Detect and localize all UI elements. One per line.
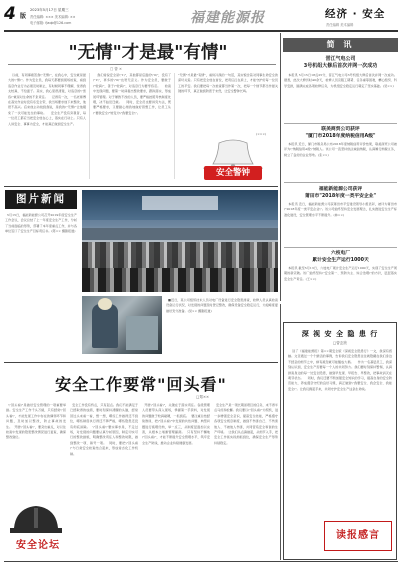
lead-body-col2: 我们常说安全是\"1\"，其他都是后面的\"0\"，没有了\"1\"，再多的\"0\"也毫无意义。作为安全员，要敢于\"较真\"，善于\"较真\"，对违章行为要零容忍。 检查中发现问题，要第一时间提出整改要求，跟踪落实，形成闭环管理。对于屡教不改的人员，要严格按照考核制度处理，决不姑息迁就。 同时，安全员也要讲究方法，既要严格要求，又要耐心细致地做好思想工作，让员工从\"要我安全\"转变为\"我要安全\"。 [93, 73, 171, 115]
essay-subtitle: □曾玄欣 [332, 341, 348, 345]
lead-col-divider-2 [174, 73, 175, 179]
news-brief-body-1: 本报讯 5月15日18点25分，晋江气电公司3号机组大修后首次并网一次成功。据悉，此次大修历时40余天，检修人员克服工期紧、任务重等困难，精心组织、科学安排，圆满完成各项检修任务，为机组安全稳定运行奠定了坚实基础。(吴××) [284, 73, 397, 88]
page-header [0, 0, 402, 33]
lead-byline: □ 曾 × [110, 67, 122, 71]
lead-col-divider-1 [89, 73, 90, 179]
news-brief-banner: 简 讯 [283, 38, 398, 52]
date-line: 2023年5月17日 星期三 [30, 8, 69, 12]
photo-section-rule [4, 186, 278, 187]
lead-body-col1: 以前，有同事抱怨我\"无情\"，在我心中，安全就是最大的\"情\"。作为安全员，我每天都要到现场检查，看到违章作业行为必须及时制止，有时候同事不理解，觉得我太较真，不给面子。其实，我心里很清楚，对违章的\"宽容\"就是对生命的不负责任。 记得有一次，一名老师傅在高处作业时没有系安全带，我当场要求他下来整改，他很不高兴。后来他主动找到我说，是我的\"无情\"让他避免了一次可能发生的事故。 安全生产没有旁观者，每一位员工都应当把安全放在心上，落实在行动上。只有人人讲安全、事事为安全，才能真正做到安全生产。 [8, 73, 86, 126]
essay-box [283, 322, 397, 560]
photo-caption-2: ■近日，某公司组织技术人员对电厂设备进行安全隐患排查，检修人员认真检查设备运行状况，对发现的问题及时登记整改，确保设备安全稳定运行，为迎峰度夏做好充分准备。(吴×× 摄影报道) [166, 298, 278, 313]
photo-news-banner: 图片新闻 [5, 190, 77, 209]
news-brief-headline-2: 联美商贸公司获评 "厦门市2018年度纳税信用A级" [305, 127, 376, 139]
header-right-meta: 责任编辑 美术编辑 [326, 23, 354, 27]
news-brief-tag-4: (王××) [305, 276, 317, 281]
news-brief-tag-3: (林××) [333, 212, 345, 217]
news-brief-sep-2 [284, 182, 397, 183]
section-title: 经济 · 安全 [325, 8, 386, 20]
feature-body-col2: 安全工作没有终点，只有起点。我们不能满足于已经取得的成绩，要时刻保持清醒的头脑，经常回过头来看一看，想一想，哪些工作做得还不到位，哪些制度执行得还不够严格，哪些隐患还没有彻底消除。 \"回头看\"要实事求是，不走过场，对发现的问题要认真分析原因，制定切实可行的整改措施，明确整改责任人和整改时限，做到整改一项、销号一项。 同时，要把\"回头看\"与日常安全检查结合起来，形成常态化工作机制。 [70, 403, 138, 456]
essay-body: 读了《福建能源报》第××期安全版《深视安全隐患行》一文，我深有感触。文章通过一个个鲜活的事例，告诉我们安全隐患往往就隐藏在我们身边不经意的细节之中，稍有疏忽就可能酿成大祸。 作为一名基层员工，我深刻认识到，安全生产需要每一个人的共同努力。我们要时刻保持警惕，认真排查身边的每一处安全隐患，做到早发现、早报告、早整改，把事故消灭在萌芽状态。 同时，我们还要不断加强安全知识的学习，提高自身的安全防范能力，养成遵章守纪的良好习惯，真正做到\"我要安全、我会安全、我能安全\"。让我们携起手来，共同守护安全生产这条生命线。 [288, 349, 392, 391]
photo-caption-2-tag: (吴×× 摄影报道) [187, 308, 212, 313]
editor-line: 责任编辑: ××× 美术编辑: ×× [30, 15, 76, 19]
feature-byline: □郑×× [196, 395, 210, 399]
feature-body-col4: 安全生产是一项长期而艰巨的任务，来不得半点马虎和松懈。我们要以\"回头看\"为契机，进一步增强安全意识，提高安全技能，严格遵守各项安全规章制度，做到不伤害自己、不伤害他人、不被他人伤害，共同营造安全和谐的生产环境。 让我们从点滴做起，从细节入手，把安全工作抓实抓细抓到位，确保安全生产形势持续稳定。 [214, 403, 278, 445]
footer-rule [4, 561, 398, 562]
lead-headline: "无情"才是最"有情" [68, 43, 228, 63]
right-column-divider [280, 33, 281, 301]
page-number: 4 [4, 4, 16, 24]
news-brief-headline-3: 福能新能源公司获评 莆田市"2018年度一类平安企业" [304, 187, 377, 199]
lead-mid-text: "无情"才是最"有情" [178, 73, 206, 77]
lower-right-divider [280, 304, 281, 560]
news-brief-sep-1 [284, 123, 397, 124]
lead-body-col3: "无情"才是最"有情"，看似冷漠的一句话，其实饱含着对同事生命安全的深切关爱。只有把安全放在首位，把责任扛在肩上，才能守护好每一位员工的平安。我们要把每一次检查都当作第一次，把每一个细节都当作最关键的环节，真正做到防患于未然，让安全警钟长鸣。 [178, 73, 278, 94]
safety-forum-graphic [6, 500, 66, 558]
conference-photo [82, 190, 278, 292]
feature-headline: 安全工作要常"回头看" [55, 375, 227, 394]
safety-alarm-graphic [195, 138, 271, 183]
news-brief-headline-1: 晋江气电公司 3号机组大修后首次并网一次成功 [303, 56, 378, 69]
photo-caption-1-tag: (陈×× 摄影报道) [51, 229, 76, 234]
feature-top-rule [4, 362, 278, 363]
technician-photo [82, 296, 162, 354]
news-brief-body-4: 本报讯 截至5月13日，六枝电厂累计安全生产运行1000天，实现了安全生产周期的新突破。该厂始终坚持\"安全第一、预防为主、综合治理\"的方针，层层落实安全生产责任。(王××) [284, 266, 397, 281]
feature-body-col3: 开展\"回头看\"，关键在于落实责任。各级管理人员要带头深入现场，掌握第一手资料，对发现的问题敢于较真碰硬，一抓到底。 要注重总结经验教训，把\"回头看\"中发现的共性问题、典型问题进行梳理归纳，举一反三，从制度层面加以完善，从根本上堵塞管理漏洞。 只有坚持不懈地\"回头看\"，才能不断提升安全管理水平，筑牢安全生产防线，推动企业持续健康发展。 [142, 403, 210, 445]
lead-author-tag: (×××) [256, 132, 267, 136]
news-brief-tag-2: (张××) [318, 152, 329, 157]
news-brief-body-3: 本报讯 近日，福能新能源公司获莆田市平安建设领导小组表彰，被评为莆田市\"2018年度一类平安企业\"。该公司始终坚持安全发展理念，扎实推进安全生产标准化建设，安全管理水平不断提升。(林××) [284, 202, 397, 217]
safety-alarm-label: 安全警钟 [204, 166, 262, 180]
news-brief-sep-3 [284, 247, 397, 248]
news-brief-headline-4: 六枝电厂 累计安全生产运行1000天 [312, 251, 369, 263]
lead-divider [8, 64, 276, 65]
header-rule [4, 30, 398, 32]
safety-forum-label: 安全论坛 [16, 540, 60, 551]
reader-stamp: 读报感言 [324, 521, 392, 551]
email-line: 电子邮箱: fjaqb@126.com [30, 21, 72, 25]
masthead-logo: 福建能源报 [190, 10, 265, 26]
news-brief-body-2: 本报讯 近日，厦门市税务局公布2018年度纳税信用评价结果，联美商贸公司被评为\"纳税信用A级\"纳税人。该公司一直坚持依法诚信纳税，认真履行纳税义务，树立了良好的企业形象。(张××) [284, 142, 397, 157]
page-suffix: 版 [20, 13, 27, 20]
feature-body-col1: \"回头看\"是做好安全管理的一项重要举措。安全生产工作千头万绪，只有经常\"回头看\"，才能发现工作中存在的薄弱环节和问题，及时加以整改，防止事故的发生。 开展\"回头看\"，要突出重点，对以往检查中发现的隐患整改情况进行复查，确保整改到位。 [6, 403, 66, 440]
news-brief-tag-1: (吴××) [383, 83, 394, 88]
essay-title: 深 视 安 全 隐 患 行 [301, 330, 379, 338]
photo-caption-1: 5月15日，福能新能源公司召开2019年度安全生产工作会议，会议总结了上一年度安全生产工作，分析了当前面临的形势，部署了本年度重点工作，并与各单位签订了安全生产目标责任书。(陈×× 摄影报道) [5, 213, 77, 234]
